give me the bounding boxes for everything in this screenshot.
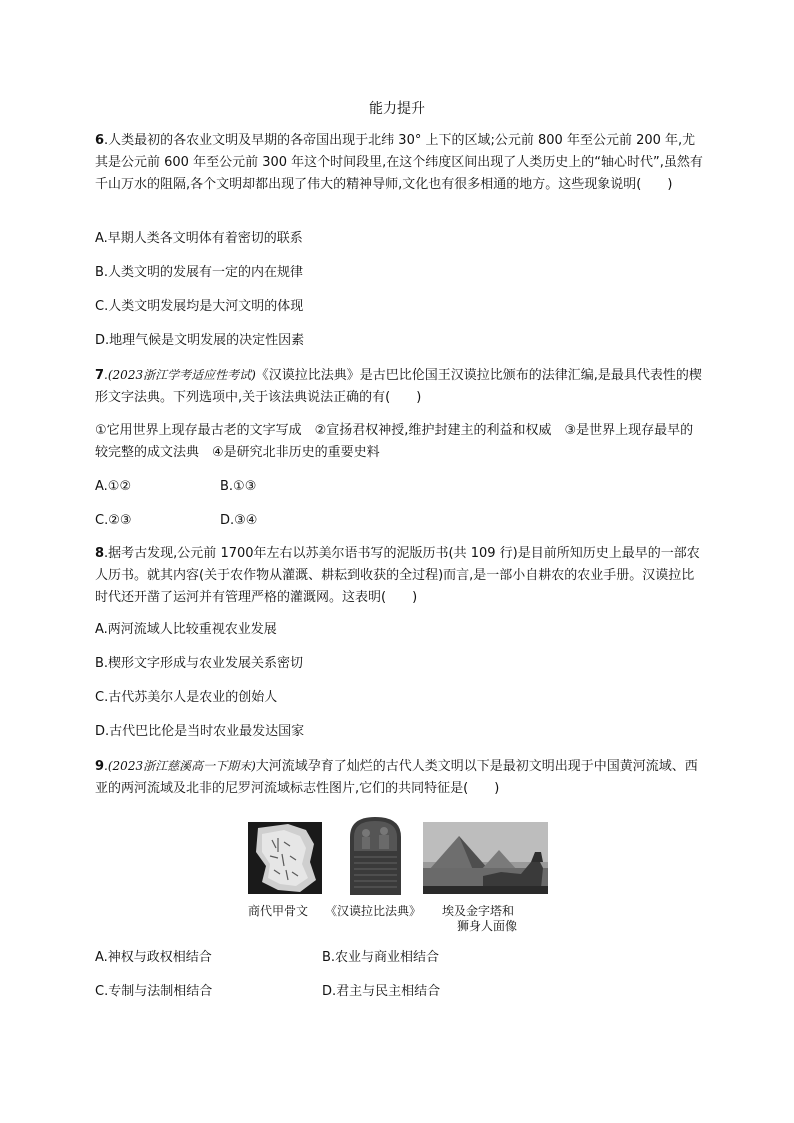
question-7-option-a[interactable]: A.①②: [95, 479, 132, 494]
question-6-stem: [95, 130, 703, 196]
question-8-option-d[interactable]: D.古代巴比伦是当时农业最发达国家: [95, 724, 305, 739]
question-number: 9: [95, 759, 105, 774]
image-caption-oracle-bone: 商代甲骨文: [248, 904, 309, 918]
question-9-option-d[interactable]: D.君主与民主相结合: [322, 984, 441, 999]
section-title: 能力提升: [369, 101, 425, 117]
question-9-stem: [95, 755, 703, 800]
question-7-option-b[interactable]: B.①③: [220, 479, 257, 494]
question-7-option-c[interactable]: C.②③: [95, 513, 132, 528]
question-number: 6: [95, 133, 105, 148]
question-6-option-d[interactable]: D.地理气候是文明发展的决定性因素: [95, 333, 305, 348]
question-6-option-a[interactable]: A.早期人类各文明体有着密切的联系: [95, 231, 303, 246]
question-8-option-a[interactable]: A.两河流域人比较重视农业发展: [95, 622, 277, 637]
question-source: .(2023浙江学考适应性考试): [104, 368, 256, 382]
question-text: .人类最初的各农业文明及早期的各帝国出现于北纬 30° 上下的区域;公元前 800 年至公元前 200 年,尤其是公元前 600 年至公元前 300 年这个时间段里,在这个纬度区间出现了人类历史上的“轴心时代”,虽然有千山万水的阻隔,各个文明却都出现了伟大的精神导师,文化也有很多相通的地方。这些现象说明( ): [95, 133, 703, 192]
image-caption-pyramids-line2: 狮身人面像: [457, 919, 518, 933]
question-9-option-a[interactable]: A.神权与政权相结合: [95, 950, 212, 965]
question-number: 8: [95, 546, 105, 561]
question-source: .(2023浙江慈溪高一下期末): [104, 759, 256, 773]
question-text: .据考古发现,公元前 1700年左右以苏美尔语书写的泥版历书(共 109 行)是目前所知历史上最早的一部农人历书。就其内容(关于农作物从灌溉、耕耘到收获的全过程)而言,是一部小自耕农的农业手册。汉谟拉比时代还开凿了运河并有管理严格的灌溉网。这表明( ): [95, 546, 700, 605]
image-caption-pyramids-line1: 埃及金字塔和: [442, 904, 515, 918]
image-caption-hammurabi: 《汉谟拉比法典》: [325, 904, 422, 918]
question-text: 《汉谟拉比法典》是古巴比伦国王汉谟拉比颁布的法律汇编,是最具代表性的楔形文字法典。下列选项中,关于该法典说法正确的有( ): [95, 368, 702, 405]
question-7-stem: [95, 364, 703, 409]
hammurabi-stele-image: [344, 815, 407, 895]
question-6-option-c[interactable]: C.人类文明发展均是大河文明的体现: [95, 299, 304, 314]
question-8-option-c[interactable]: C.古代苏美尔人是农业的创始人: [95, 690, 278, 705]
question-6-option-b[interactable]: B.人类文明的发展有一定的内在规律: [95, 265, 304, 280]
pyramids-sphinx-image: [423, 822, 548, 894]
question-9-option-b[interactable]: B.农业与商业相结合: [322, 950, 440, 965]
question-7-option-d[interactable]: D.③④: [220, 513, 258, 528]
question-text: 大河流域孕育了灿烂的古代人类文明以下是最初文明出现于中国黄河流域、西亚的两河流域及北非的尼罗河流域标志性图片,它们的共同特征是( ): [95, 759, 698, 796]
question-8-option-b[interactable]: B.楔形文字形成与农业发展关系密切: [95, 656, 304, 671]
question-9-option-c[interactable]: C.专制与法制相结合: [95, 984, 213, 999]
question-number: 7: [95, 368, 105, 383]
oracle-bone-image: [248, 822, 322, 894]
question-7-statements: ①它用世界上现存最古老的文字写成 ②宣扬君权神授,维护封建主的利益和权威 ③是世界上现存最早的较完整的成文法典 ④是研究北非历史的重要史料: [95, 423, 694, 460]
question-8-stem: [95, 543, 703, 609]
